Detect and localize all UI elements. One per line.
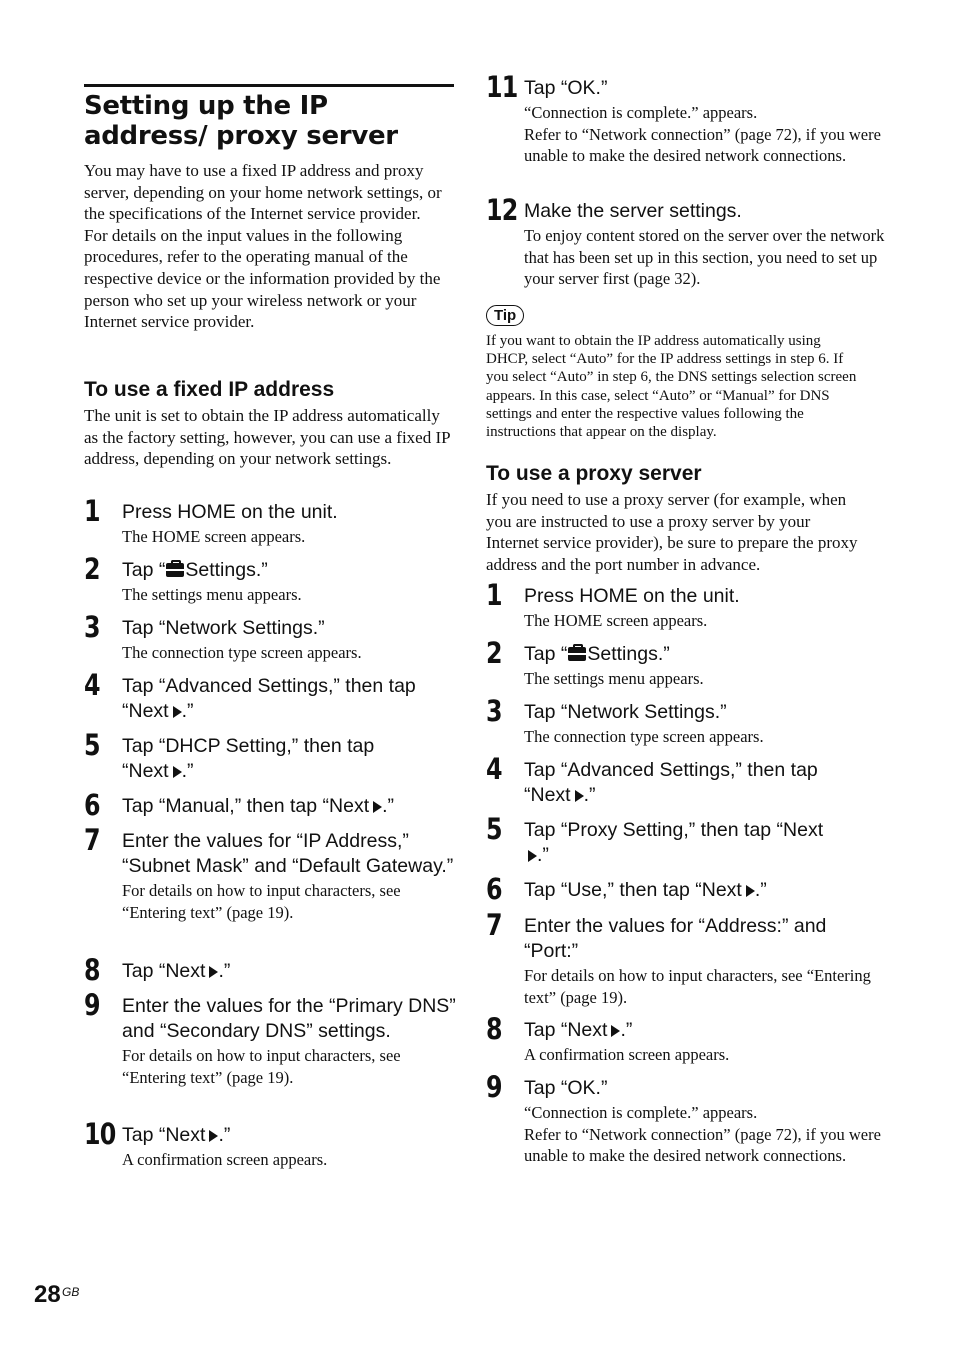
right-arrow-icon — [373, 801, 382, 813]
step-1 — [84, 494, 494, 548]
step-description: A confirmation screen appears. — [122, 1150, 328, 1169]
step-number: 6 — [84, 788, 100, 822]
step-11 — [486, 70, 896, 167]
step-text: Tap “ — [122, 559, 166, 581]
step-number: 5 — [84, 728, 100, 762]
step-text: Tap “Proxy Setting,” then tap “Next — [524, 819, 824, 841]
step-number: 2 — [486, 636, 502, 670]
toolbox-icon — [568, 647, 586, 661]
step-number: 4 — [84, 668, 100, 702]
step-number: 4 — [486, 752, 502, 786]
proxy-step-6 — [486, 872, 896, 906]
step-description: To enjoy content stored on the server over the network that has been set up in this section, you need to set up your server first (page 32). — [524, 226, 885, 289]
step-description: The connection type screen appears. — [122, 643, 362, 662]
step-text: Enter the values for the “Primary DNS” and “Secondary DNS” settings. — [122, 995, 456, 1042]
step-text: Tap “Network Settings.” — [524, 701, 727, 723]
tip-badge: Tip — [486, 305, 524, 326]
step-text: .” — [754, 879, 767, 901]
step-text: Press HOME on the unit. — [122, 501, 338, 523]
proxy-step-4 — [486, 752, 869, 808]
step-description: The settings menu appears. — [524, 669, 704, 688]
step-number: 3 — [486, 694, 502, 728]
intro-paragraph-2: For details on the input values in the following procedures, refer to the operating manual of the respective device or the information provided by the person who set up your wireless network or your Internet service provider. — [84, 225, 441, 332]
step-8 — [84, 953, 494, 987]
intro-paragraph-1: You may have to use a fixed IP address and proxy server, depending on your home network settings, or the specifications of the Internet service provider. — [84, 161, 442, 224]
step-text: .” — [218, 960, 231, 982]
step-number: 1 — [486, 578, 502, 612]
step-text: Tap “Advanced Settings,” then tap “Next — [122, 675, 416, 722]
step-9 — [84, 988, 462, 1088]
step-text: .” — [181, 760, 194, 782]
page-region-suffix: GB — [62, 1285, 80, 1299]
step-text: .” — [583, 784, 596, 806]
proxy-step-7 — [486, 908, 884, 1008]
right-arrow-icon — [173, 706, 182, 718]
step-6 — [84, 788, 494, 822]
step-number: 11 — [486, 70, 518, 104]
proxy-step-5 — [486, 812, 824, 868]
tip-text: If you want to obtain the IP address automatically using DHCP, select “Auto” for the IP address settings in step 6. If you select “Auto” in step 6, the DNS settings selection screen appears. In this case, select “Auto” or “Manual” for DNS settings and enter the respective values following the instructions that appear on the display. — [486, 333, 857, 441]
step-number: 7 — [486, 908, 502, 942]
tip-box — [486, 305, 858, 441]
section-heading-fixed-ip: To use a fixed IP address — [84, 378, 335, 401]
step-description: For details on how to input characters, see “Entering text” (page 19). — [122, 1046, 401, 1087]
step-2 — [84, 552, 494, 606]
step-number: 5 — [486, 812, 502, 846]
step-12 — [486, 193, 896, 290]
step-number: 9 — [486, 1070, 502, 1104]
proxy-step-9 — [486, 1070, 896, 1167]
step-text: Tap “Advanced Settings,” then tap “Next — [524, 759, 818, 806]
step-description: “Connection is complete.” appears. — [524, 1103, 758, 1122]
step-number: 10 — [84, 1117, 116, 1151]
step-text: Settings.” — [185, 559, 268, 581]
step-3 — [84, 610, 494, 664]
step-4 — [84, 668, 462, 724]
right-arrow-icon — [575, 790, 584, 802]
proxy-step-2 — [486, 636, 896, 690]
step-text: .” — [620, 1019, 633, 1041]
step-description: A confirmation screen appears. — [524, 1045, 730, 1064]
step-text: Enter the values for “IP Address,” “Subnet Mask” and “Default Gateway.” — [122, 830, 454, 877]
step-text: Tap “OK.” — [524, 77, 608, 99]
step-number: 9 — [84, 988, 100, 1022]
step-description: For details on how to input characters, see “Entering text” (page 19). — [122, 881, 401, 922]
step-7 — [84, 823, 462, 923]
step-10 — [84, 1117, 494, 1171]
step-description: “Connection is complete.” appears. — [524, 103, 758, 122]
step-number: 7 — [84, 823, 100, 857]
step-text: .” — [537, 844, 549, 866]
step-number: 8 — [486, 1012, 502, 1046]
proxy-step-1 — [486, 578, 896, 632]
step-number: 6 — [486, 872, 502, 906]
fixed-ip-intro: The unit is set to obtain the IP address automatically as the factory setting, however, you can use a fixed IP address, depending on your network settings. — [84, 406, 450, 469]
section-heading-proxy: To use a proxy server — [486, 462, 702, 485]
step-number: 8 — [84, 953, 100, 987]
step-5 — [84, 728, 422, 784]
step-text: Enter the values for “Address:” and “Port:” — [524, 915, 827, 962]
step-number: 1 — [84, 494, 100, 528]
step-text: Tap “Next — [122, 1124, 206, 1146]
step-number: 3 — [84, 610, 100, 644]
right-arrow-icon — [173, 766, 182, 778]
page-number: 28 — [34, 1281, 61, 1308]
proxy-step-8 — [486, 1012, 896, 1066]
step-text: .” — [382, 795, 395, 817]
step-text: Tap “ — [524, 643, 568, 665]
step-description: The HOME screen appears. — [524, 611, 708, 630]
right-arrow-icon — [528, 850, 537, 862]
proxy-intro: If you need to use a proxy server (for example, when you are instructed to use a proxy server by your Internet service provider), be sure to prepare the proxy address and the port number in advance. — [486, 490, 858, 574]
step-text: Tap “DHCP Setting,” then tap “Next — [122, 735, 375, 782]
step-text: Tap “OK.” — [524, 1077, 608, 1099]
step-text: Tap “Next — [122, 960, 206, 982]
step-description: Refer to “Network connection” (page 72), if you were unable to make the desired network connections. — [524, 1124, 881, 1166]
step-number: 12 — [486, 193, 518, 227]
title-rule — [84, 84, 454, 87]
step-description: Refer to “Network connection” (page 72), if you were unable to make the desired network connections. — [524, 124, 881, 166]
step-description: For details on how to input characters, see “Entering text” (page 19). — [524, 966, 871, 1007]
step-text: Make the server settings. — [524, 200, 742, 222]
proxy-step-3 — [486, 694, 896, 748]
step-text: Tap “Network Settings.” — [122, 617, 325, 639]
step-text: Settings.” — [587, 643, 670, 665]
toolbox-icon — [166, 563, 184, 577]
step-text: Press HOME on the unit. — [524, 585, 740, 607]
step-text: .” — [181, 700, 194, 722]
page-title: Setting up the IP address/ proxy server — [84, 91, 398, 151]
step-description: The HOME screen appears. — [122, 527, 306, 546]
step-description: The connection type screen appears. — [524, 727, 764, 746]
step-text: .” — [218, 1124, 231, 1146]
step-number: 2 — [84, 552, 100, 586]
right-arrow-icon — [746, 885, 755, 897]
step-text: Tap “Manual,” then tap “Next — [122, 795, 370, 817]
step-description: The settings menu appears. — [122, 585, 302, 604]
step-text: Tap “Next — [524, 1019, 608, 1041]
step-text: Tap “Use,” then tap “Next — [524, 879, 742, 901]
